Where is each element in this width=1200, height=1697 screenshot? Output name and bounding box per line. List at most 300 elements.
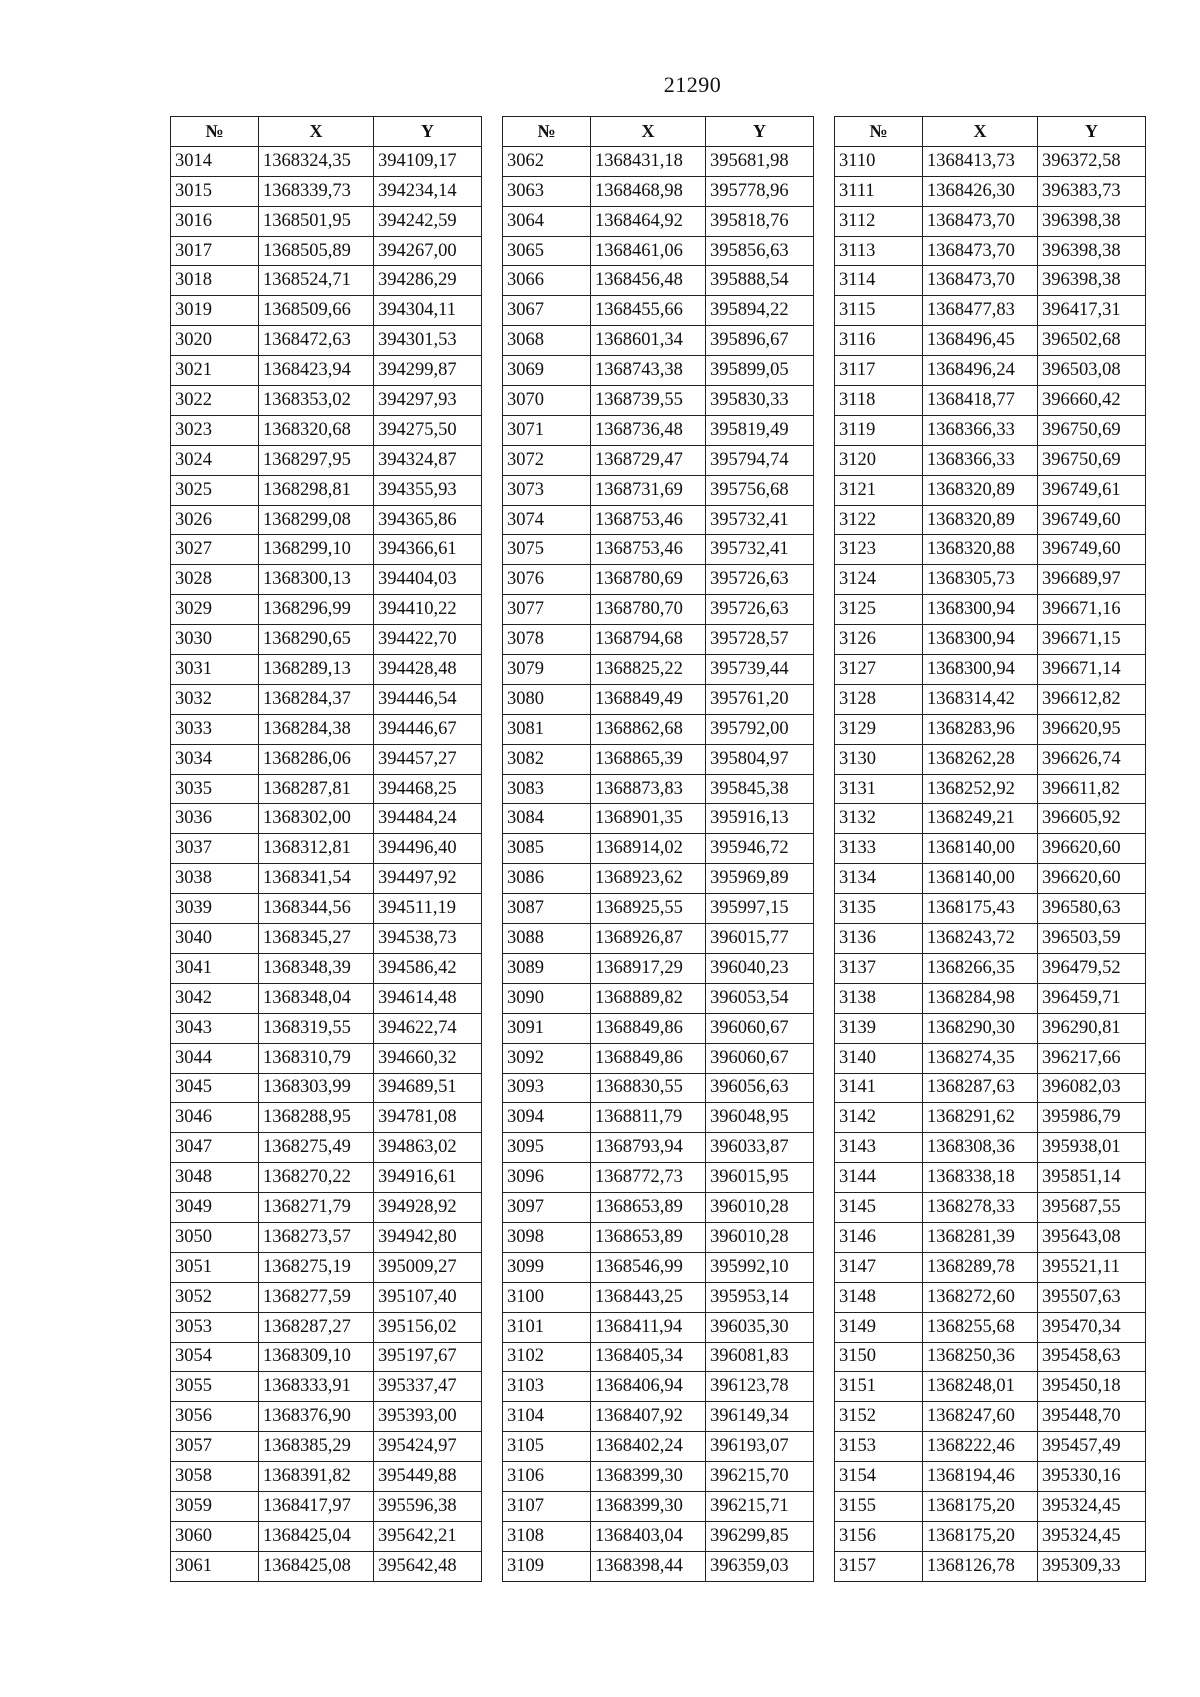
y-coordinate-cell: 395009,27 <box>374 1252 482 1282</box>
x-coordinate-cell: 1368402,24 <box>591 1432 706 1462</box>
x-coordinate-cell: 1368303,99 <box>259 1073 374 1103</box>
y-coordinate-cell: 395470,34 <box>1038 1312 1146 1342</box>
x-coordinate-cell: 1368923,62 <box>591 864 706 894</box>
table-row <box>503 1312 814 1342</box>
y-coordinate-cell: 396671,16 <box>1038 595 1146 625</box>
x-coordinate-cell: 1368926,87 <box>591 924 706 954</box>
y-coordinate-cell: 394299,87 <box>374 356 482 386</box>
table-row <box>503 834 814 864</box>
x-coordinate-cell: 1368889,82 <box>591 983 706 1013</box>
y-coordinate-cell: 395938,01 <box>1038 1133 1146 1163</box>
point-number-cell: 3023 <box>171 415 259 445</box>
header-number: № <box>835 117 923 147</box>
table-row <box>171 445 482 475</box>
x-coordinate-cell: 1368496,24 <box>923 356 1038 386</box>
y-coordinate-cell: 396010,28 <box>706 1222 814 1252</box>
y-coordinate-cell: 396620,95 <box>1038 714 1146 744</box>
y-coordinate-cell: 396010,28 <box>706 1193 814 1223</box>
table-row <box>835 774 1146 804</box>
y-coordinate-cell: 396290,81 <box>1038 1013 1146 1043</box>
table-row <box>503 386 814 416</box>
x-coordinate-cell: 1368472,63 <box>259 326 374 356</box>
point-number-cell: 3016 <box>171 206 259 236</box>
table-row <box>503 1372 814 1402</box>
y-coordinate-cell: 395794,74 <box>706 445 814 475</box>
point-number-cell: 3113 <box>835 236 923 266</box>
point-number-cell: 3047 <box>171 1133 259 1163</box>
table-row <box>171 415 482 445</box>
point-number-cell: 3112 <box>835 206 923 236</box>
point-number-cell: 3081 <box>503 714 591 744</box>
y-coordinate-cell: 396215,70 <box>706 1462 814 1492</box>
y-coordinate-cell: 395726,63 <box>706 595 814 625</box>
point-number-cell: 3035 <box>171 774 259 804</box>
x-coordinate-cell: 1368272,60 <box>923 1282 1038 1312</box>
point-number-cell: 3079 <box>503 655 591 685</box>
table-row <box>171 744 482 774</box>
y-coordinate-cell: 395856,63 <box>706 236 814 266</box>
table-row <box>835 356 1146 386</box>
x-coordinate-cell: 1368418,77 <box>923 386 1038 416</box>
y-coordinate-cell: 395804,97 <box>706 744 814 774</box>
y-coordinate-cell: 394422,70 <box>374 625 482 655</box>
table-row <box>171 983 482 1013</box>
x-coordinate-cell: 1368426,30 <box>923 176 1038 206</box>
point-number-cell: 3026 <box>171 505 259 535</box>
point-number-cell: 3034 <box>171 744 259 774</box>
x-coordinate-cell: 1368473,70 <box>923 236 1038 266</box>
y-coordinate-cell: 394928,92 <box>374 1193 482 1223</box>
x-coordinate-cell: 1368284,98 <box>923 983 1038 1013</box>
x-coordinate-cell: 1368546,99 <box>591 1252 706 1282</box>
y-coordinate-cell: 395818,76 <box>706 206 814 236</box>
y-coordinate-cell: 396398,38 <box>1038 266 1146 296</box>
table-row <box>171 595 482 625</box>
coordinate-table-2 <box>502 116 814 1582</box>
point-number-cell: 3085 <box>503 834 591 864</box>
point-number-cell: 3031 <box>171 655 259 685</box>
table-header-row <box>835 117 1146 147</box>
x-coordinate-cell: 1368333,91 <box>259 1372 374 1402</box>
x-coordinate-cell: 1368252,92 <box>923 774 1038 804</box>
header-x: X <box>591 117 706 147</box>
point-number-cell: 3127 <box>835 655 923 685</box>
table-row <box>171 386 482 416</box>
table-row <box>503 1252 814 1282</box>
table-row <box>503 1103 814 1133</box>
y-coordinate-cell: 396193,07 <box>706 1432 814 1462</box>
point-number-cell: 3104 <box>503 1402 591 1432</box>
x-coordinate-cell: 1368287,27 <box>259 1312 374 1342</box>
x-coordinate-cell: 1368290,65 <box>259 625 374 655</box>
point-number-cell: 3108 <box>503 1521 591 1551</box>
y-coordinate-cell: 396611,82 <box>1038 774 1146 804</box>
x-coordinate-cell: 1368780,69 <box>591 565 706 595</box>
table-row <box>503 714 814 744</box>
y-coordinate-cell: 394446,54 <box>374 684 482 714</box>
x-coordinate-cell: 1368339,73 <box>259 176 374 206</box>
y-coordinate-cell: 395728,57 <box>706 625 814 655</box>
table-row <box>171 176 482 206</box>
point-number-cell: 3133 <box>835 834 923 864</box>
table-row <box>835 326 1146 356</box>
table-row <box>835 1193 1146 1223</box>
point-number-cell: 3032 <box>171 684 259 714</box>
x-coordinate-cell: 1368739,55 <box>591 386 706 416</box>
table-row <box>835 1432 1146 1462</box>
point-number-cell: 3017 <box>171 236 259 266</box>
point-number-cell: 3067 <box>503 296 591 326</box>
y-coordinate-cell: 396215,71 <box>706 1491 814 1521</box>
point-number-cell: 3083 <box>503 774 591 804</box>
y-coordinate-cell: 394484,24 <box>374 804 482 834</box>
y-coordinate-cell: 395830,33 <box>706 386 814 416</box>
x-coordinate-cell: 1368423,94 <box>259 356 374 386</box>
y-coordinate-cell: 395330,16 <box>1038 1462 1146 1492</box>
y-coordinate-cell: 394942,80 <box>374 1222 482 1252</box>
table-row <box>171 1372 482 1402</box>
point-number-cell: 3119 <box>835 415 923 445</box>
point-number-cell: 3048 <box>171 1163 259 1193</box>
table-row <box>835 1491 1146 1521</box>
y-coordinate-cell: 395643,08 <box>1038 1222 1146 1252</box>
x-coordinate-cell: 1368262,28 <box>923 744 1038 774</box>
x-coordinate-cell: 1368291,62 <box>923 1103 1038 1133</box>
x-coordinate-cell: 1368601,34 <box>591 326 706 356</box>
x-coordinate-cell: 1368407,92 <box>591 1402 706 1432</box>
x-coordinate-cell: 1368274,35 <box>923 1043 1038 1073</box>
y-coordinate-cell: 396033,87 <box>706 1133 814 1163</box>
table-row <box>503 415 814 445</box>
x-coordinate-cell: 1368753,46 <box>591 505 706 535</box>
y-coordinate-cell: 395448,70 <box>1038 1402 1146 1432</box>
table-row <box>835 1551 1146 1581</box>
point-number-cell: 3101 <box>503 1312 591 1342</box>
x-coordinate-cell: 1368250,36 <box>923 1342 1038 1372</box>
point-number-cell: 3055 <box>171 1372 259 1402</box>
point-number-cell: 3095 <box>503 1133 591 1163</box>
y-coordinate-cell: 395819,49 <box>706 415 814 445</box>
y-coordinate-cell: 394468,25 <box>374 774 482 804</box>
point-number-cell: 3058 <box>171 1462 259 1492</box>
y-coordinate-cell: 395896,67 <box>706 326 814 356</box>
point-number-cell: 3075 <box>503 535 591 565</box>
table-row <box>171 236 482 266</box>
x-coordinate-cell: 1368287,63 <box>923 1073 1038 1103</box>
y-coordinate-cell: 396749,61 <box>1038 475 1146 505</box>
point-number-cell: 3096 <box>503 1163 591 1193</box>
y-coordinate-cell: 394410,22 <box>374 595 482 625</box>
x-coordinate-cell: 1368297,95 <box>259 445 374 475</box>
y-coordinate-cell: 396048,95 <box>706 1103 814 1133</box>
table-row <box>503 774 814 804</box>
point-number-cell: 3072 <box>503 445 591 475</box>
x-coordinate-cell: 1368275,49 <box>259 1133 374 1163</box>
point-number-cell: 3142 <box>835 1103 923 1133</box>
y-coordinate-cell: 396750,69 <box>1038 445 1146 475</box>
y-coordinate-cell: 396580,63 <box>1038 894 1146 924</box>
table-row <box>171 655 482 685</box>
table-row <box>503 296 814 326</box>
table-row <box>503 206 814 236</box>
table-row <box>503 1342 814 1372</box>
y-coordinate-cell: 396671,15 <box>1038 625 1146 655</box>
y-coordinate-cell: 396383,73 <box>1038 176 1146 206</box>
y-coordinate-cell: 394355,93 <box>374 475 482 505</box>
table-row <box>503 356 814 386</box>
y-coordinate-cell: 395642,48 <box>374 1551 482 1581</box>
table-row <box>171 804 482 834</box>
x-coordinate-cell: 1368266,35 <box>923 953 1038 983</box>
table-row <box>835 445 1146 475</box>
point-number-cell: 3145 <box>835 1193 923 1223</box>
y-coordinate-cell: 395197,67 <box>374 1342 482 1372</box>
page-number: 21290 <box>663 72 722 97</box>
table-row <box>835 1073 1146 1103</box>
y-coordinate-cell: 395778,96 <box>706 176 814 206</box>
x-coordinate-cell: 1368505,89 <box>259 236 374 266</box>
y-coordinate-cell: 394109,17 <box>374 146 482 176</box>
table-row <box>503 535 814 565</box>
x-coordinate-cell: 1368464,92 <box>591 206 706 236</box>
point-number-cell: 3018 <box>171 266 259 296</box>
point-number-cell: 3065 <box>503 236 591 266</box>
point-number-cell: 3044 <box>171 1043 259 1073</box>
x-coordinate-cell: 1368417,97 <box>259 1491 374 1521</box>
point-number-cell: 3102 <box>503 1342 591 1372</box>
y-coordinate-cell: 395449,88 <box>374 1462 482 1492</box>
x-coordinate-cell: 1368425,04 <box>259 1521 374 1551</box>
point-number-cell: 3120 <box>835 445 923 475</box>
y-coordinate-cell: 396056,63 <box>706 1073 814 1103</box>
y-coordinate-cell: 396660,42 <box>1038 386 1146 416</box>
table-row <box>503 1491 814 1521</box>
y-coordinate-cell: 395792,00 <box>706 714 814 744</box>
table-row <box>171 326 482 356</box>
table-row <box>503 1193 814 1223</box>
y-coordinate-cell: 395739,44 <box>706 655 814 685</box>
x-coordinate-cell: 1368473,70 <box>923 206 1038 236</box>
table-row <box>171 1013 482 1043</box>
x-coordinate-cell: 1368653,89 <box>591 1222 706 1252</box>
point-number-cell: 3100 <box>503 1282 591 1312</box>
x-coordinate-cell: 1368477,83 <box>923 296 1038 326</box>
point-number-cell: 3098 <box>503 1222 591 1252</box>
y-coordinate-cell: 396372,58 <box>1038 146 1146 176</box>
point-number-cell: 3052 <box>171 1282 259 1312</box>
y-coordinate-cell: 395726,63 <box>706 565 814 595</box>
header-number: № <box>171 117 259 147</box>
y-coordinate-cell: 396060,67 <box>706 1013 814 1043</box>
y-coordinate-cell: 396053,54 <box>706 983 814 1013</box>
x-coordinate-cell: 1368310,79 <box>259 1043 374 1073</box>
x-coordinate-cell: 1368431,18 <box>591 146 706 176</box>
table-row <box>171 1462 482 1492</box>
point-number-cell: 3140 <box>835 1043 923 1073</box>
table-row <box>171 1133 482 1163</box>
x-coordinate-cell: 1368731,69 <box>591 475 706 505</box>
point-number-cell: 3134 <box>835 864 923 894</box>
point-number-cell: 3030 <box>171 625 259 655</box>
header-number: № <box>503 117 591 147</box>
table-row <box>503 894 814 924</box>
table-row <box>835 146 1146 176</box>
table-row <box>835 714 1146 744</box>
y-coordinate-cell: 396620,60 <box>1038 864 1146 894</box>
y-coordinate-cell: 394586,42 <box>374 953 482 983</box>
y-coordinate-cell: 394622,74 <box>374 1013 482 1043</box>
y-coordinate-cell: 395732,41 <box>706 535 814 565</box>
point-number-cell: 3015 <box>171 176 259 206</box>
x-coordinate-cell: 1368348,04 <box>259 983 374 1013</box>
point-number-cell: 3091 <box>503 1013 591 1043</box>
y-coordinate-cell: 395457,49 <box>1038 1432 1146 1462</box>
x-coordinate-cell: 1368290,30 <box>923 1013 1038 1043</box>
table-row <box>835 296 1146 326</box>
point-number-cell: 3105 <box>503 1432 591 1462</box>
point-number-cell: 3093 <box>503 1073 591 1103</box>
x-coordinate-cell: 1368271,79 <box>259 1193 374 1223</box>
table-row <box>171 266 482 296</box>
point-number-cell: 3125 <box>835 595 923 625</box>
x-coordinate-cell: 1368248,01 <box>923 1372 1038 1402</box>
header-y: Y <box>706 117 814 147</box>
x-coordinate-cell: 1368320,89 <box>923 505 1038 535</box>
table-row <box>503 176 814 206</box>
point-number-cell: 3092 <box>503 1043 591 1073</box>
point-number-cell: 3117 <box>835 356 923 386</box>
table-row <box>835 924 1146 954</box>
x-coordinate-cell: 1368468,98 <box>591 176 706 206</box>
y-coordinate-cell: 396359,03 <box>706 1551 814 1581</box>
y-coordinate-cell: 395992,10 <box>706 1252 814 1282</box>
y-coordinate-cell: 395888,54 <box>706 266 814 296</box>
point-number-cell: 3039 <box>171 894 259 924</box>
x-coordinate-cell: 1368243,72 <box>923 924 1038 954</box>
y-coordinate-cell: 394324,87 <box>374 445 482 475</box>
y-coordinate-cell: 395899,05 <box>706 356 814 386</box>
y-coordinate-cell: 396123,78 <box>706 1372 814 1402</box>
table-row <box>171 565 482 595</box>
table-row <box>835 505 1146 535</box>
x-coordinate-cell: 1368299,10 <box>259 535 374 565</box>
x-coordinate-cell: 1368865,39 <box>591 744 706 774</box>
point-number-cell: 3151 <box>835 1372 923 1402</box>
x-coordinate-cell: 1368289,78 <box>923 1252 1038 1282</box>
point-number-cell: 3042 <box>171 983 259 1013</box>
table-row <box>835 1312 1146 1342</box>
y-coordinate-cell: 396015,77 <box>706 924 814 954</box>
table-row <box>171 1551 482 1581</box>
x-coordinate-cell: 1368284,38 <box>259 714 374 744</box>
point-number-cell: 3069 <box>503 356 591 386</box>
table-row <box>503 505 814 535</box>
x-coordinate-cell: 1368873,83 <box>591 774 706 804</box>
x-coordinate-cell: 1368348,39 <box>259 953 374 983</box>
x-coordinate-cell: 1368443,25 <box>591 1282 706 1312</box>
table-row <box>835 1521 1146 1551</box>
y-coordinate-cell: 395732,41 <box>706 505 814 535</box>
x-coordinate-cell: 1368302,00 <box>259 804 374 834</box>
x-coordinate-cell: 1368743,38 <box>591 356 706 386</box>
y-coordinate-cell: 395681,98 <box>706 146 814 176</box>
table-row <box>503 625 814 655</box>
y-coordinate-cell: 394275,50 <box>374 415 482 445</box>
point-number-cell: 3070 <box>503 386 591 416</box>
x-coordinate-cell: 1368344,56 <box>259 894 374 924</box>
table-row <box>503 1133 814 1163</box>
x-coordinate-cell: 1368524,71 <box>259 266 374 296</box>
x-coordinate-cell: 1368811,79 <box>591 1103 706 1133</box>
x-coordinate-cell: 1368830,55 <box>591 1073 706 1103</box>
y-coordinate-cell: 395946,72 <box>706 834 814 864</box>
x-coordinate-cell: 1368455,66 <box>591 296 706 326</box>
table-row <box>503 953 814 983</box>
x-coordinate-cell: 1368366,33 <box>923 415 1038 445</box>
point-number-cell: 3056 <box>171 1402 259 1432</box>
table-row <box>835 655 1146 685</box>
point-number-cell: 3139 <box>835 1013 923 1043</box>
table-row <box>835 894 1146 924</box>
x-coordinate-cell: 1368300,13 <box>259 565 374 595</box>
x-coordinate-cell: 1368312,81 <box>259 834 374 864</box>
y-coordinate-cell: 394267,00 <box>374 236 482 266</box>
table-row <box>835 744 1146 774</box>
table-row <box>171 206 482 236</box>
table-row <box>503 684 814 714</box>
point-number-cell: 3126 <box>835 625 923 655</box>
table-row <box>171 1402 482 1432</box>
y-coordinate-cell: 394428,48 <box>374 655 482 685</box>
x-coordinate-cell: 1368901,35 <box>591 804 706 834</box>
point-number-cell: 3122 <box>835 505 923 535</box>
table-row <box>835 206 1146 236</box>
point-number-cell: 3115 <box>835 296 923 326</box>
point-number-cell: 3149 <box>835 1312 923 1342</box>
x-coordinate-cell: 1368194,46 <box>923 1462 1038 1492</box>
x-coordinate-cell: 1368289,13 <box>259 655 374 685</box>
x-coordinate-cell: 1368825,22 <box>591 655 706 685</box>
point-number-cell: 3154 <box>835 1462 923 1492</box>
x-coordinate-cell: 1368509,66 <box>259 296 374 326</box>
x-coordinate-cell: 1368501,95 <box>259 206 374 236</box>
table-row <box>503 1043 814 1073</box>
x-coordinate-cell: 1368140,00 <box>923 834 1038 864</box>
x-coordinate-cell: 1368140,00 <box>923 864 1038 894</box>
y-coordinate-cell: 394242,59 <box>374 206 482 236</box>
table-row <box>835 684 1146 714</box>
point-number-cell: 3063 <box>503 176 591 206</box>
y-coordinate-cell: 394366,61 <box>374 535 482 565</box>
table-row <box>835 804 1146 834</box>
x-coordinate-cell: 1368925,55 <box>591 894 706 924</box>
y-coordinate-cell: 395997,15 <box>706 894 814 924</box>
x-coordinate-cell: 1368473,70 <box>923 266 1038 296</box>
y-coordinate-cell: 396671,14 <box>1038 655 1146 685</box>
point-number-cell: 3090 <box>503 983 591 1013</box>
x-coordinate-cell: 1368653,89 <box>591 1193 706 1223</box>
y-coordinate-cell: 395687,55 <box>1038 1193 1146 1223</box>
table-row <box>171 625 482 655</box>
x-coordinate-cell: 1368917,29 <box>591 953 706 983</box>
x-coordinate-cell: 1368319,55 <box>259 1013 374 1043</box>
x-coordinate-cell: 1368320,68 <box>259 415 374 445</box>
point-number-cell: 3038 <box>171 864 259 894</box>
table-row <box>503 1551 814 1581</box>
x-coordinate-cell: 1368247,60 <box>923 1402 1038 1432</box>
table-row <box>503 266 814 296</box>
table-row <box>835 1222 1146 1252</box>
